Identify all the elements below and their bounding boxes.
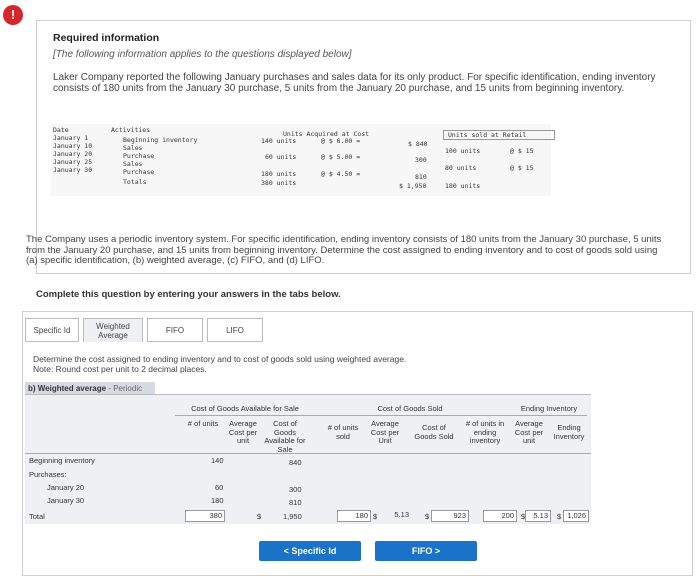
header-avg-cost: Average Cost per unit bbox=[228, 419, 258, 445]
col-sold: Units sold at Retail bbox=[443, 130, 555, 140]
header-units-ending: # of units in ending inventory bbox=[465, 419, 505, 445]
row-total: 810 bbox=[415, 173, 427, 181]
dollar-sign: $ bbox=[373, 512, 378, 521]
units-sold-input[interactable]: 180 bbox=[337, 510, 371, 522]
row-units: 180 units bbox=[261, 170, 297, 178]
row-total: 300 bbox=[415, 156, 427, 164]
row-activity: Purchase bbox=[123, 152, 155, 160]
header-avg-cost-sold: Average Cost per Unit bbox=[370, 419, 400, 445]
section-label-suffix: - Periodic bbox=[106, 384, 143, 393]
tab-specific-id[interactable]: Specific Id bbox=[25, 318, 79, 342]
total-units-input[interactable]: 380 bbox=[185, 510, 225, 522]
avg-cost-end-input[interactable]: 5.13 bbox=[525, 510, 551, 522]
row-label-total: Total bbox=[29, 512, 45, 521]
row-units: 60 units bbox=[265, 153, 297, 161]
row-cost: @ $ 4.50 = bbox=[321, 170, 361, 178]
row-sold-price: @ $ 15 bbox=[510, 147, 534, 155]
next-button[interactable]: FIFO > bbox=[375, 541, 477, 561]
row-label-purchases: Purchases: bbox=[29, 470, 67, 479]
prev-button[interactable]: < Specific Id bbox=[259, 541, 361, 561]
purchase-sales-data-table bbox=[51, 124, 551, 196]
answer-tabs-panel bbox=[22, 311, 693, 576]
problem-question: The Company uses a periodic inventory system. For specific identification, ending inventory consists of 180 units from the January 30 purchase, 5 units from the January 20 purchase, and 15 units from beginning inventory. Determine the cost assigned to ending inventory and to cost of goods sold using (a) specific identification, (b) weighted average, (c) FIFO, and (d) LIFO. bbox=[26, 234, 662, 266]
header-ending-inv: Ending Inventory bbox=[553, 423, 585, 441]
row-units: 140 units bbox=[261, 137, 297, 145]
row-activity: Purchase bbox=[123, 168, 155, 176]
row-label-jan30: January 30 bbox=[47, 496, 85, 505]
cogs-input[interactable]: 923 bbox=[431, 510, 469, 522]
jan30-units: 180 bbox=[211, 496, 224, 505]
row-total: $ 1,950 bbox=[399, 182, 427, 190]
header-cost-sold: Cost of Goods Sold bbox=[414, 423, 454, 441]
row-activity: Beginning inventory bbox=[123, 136, 198, 144]
row-total: $ 840 bbox=[408, 140, 428, 148]
col-activities: Activities bbox=[111, 126, 151, 134]
jan20-units: 60 bbox=[215, 483, 224, 492]
row-sold-units: 180 units bbox=[445, 182, 481, 190]
tab-fifo[interactable]: FIFO bbox=[147, 318, 203, 342]
row-date: January 10 bbox=[53, 142, 93, 150]
tab-lifo[interactable]: LIFO bbox=[207, 318, 263, 342]
row-date: January 30 bbox=[53, 166, 93, 174]
header-cogs-available: Cost of Goods Available for Sale bbox=[191, 404, 299, 413]
row-activity: Totals bbox=[123, 178, 147, 186]
row-label-beginning: Beginning inventory bbox=[29, 456, 95, 465]
row-activity: Sales bbox=[123, 160, 143, 168]
section-label-prefix: b) Weighted average bbox=[28, 384, 107, 393]
row-cost: @ $ 6.00 = bbox=[321, 137, 361, 145]
header-units: # of units bbox=[187, 419, 219, 428]
row-label-jan20: January 20 bbox=[47, 483, 85, 492]
total-cost: 1,950 bbox=[283, 512, 302, 521]
row-sold-units: 80 units bbox=[445, 164, 477, 172]
rounding-note: Note: Round cost per unit to 2 decimal places. bbox=[33, 364, 207, 374]
beginning-units: 140 bbox=[211, 456, 224, 465]
instructions bbox=[33, 354, 406, 374]
row-cost: @ $ 5.00 = bbox=[321, 153, 361, 161]
row-date: January 20 bbox=[53, 150, 93, 158]
jan20-cost: 300 bbox=[289, 485, 302, 494]
dollar-sign: $ bbox=[557, 512, 562, 521]
beginning-cost: 840 bbox=[289, 458, 302, 467]
problem-paragraph: Laker Company reported the following January purchases and sales data for its only product. For specific identification, ending inventory consists of 180 units from the January 30 purchase, 5 units from the January 20 purchase, and 15 units from beginning inventory. bbox=[53, 72, 656, 94]
row-date: January 25 bbox=[53, 158, 93, 166]
row-activity: Sales bbox=[123, 144, 143, 152]
avg-cost-sold-input[interactable]: 5.13 bbox=[394, 510, 409, 519]
dollar-sign: $ bbox=[425, 512, 430, 521]
row-date: January 1 bbox=[53, 134, 89, 142]
instruction-line: Determine the cost assigned to ending inventory and to cost of goods sold using weighted average. bbox=[33, 354, 407, 364]
row-units: 380 units bbox=[261, 179, 297, 187]
header-avg-cost-end: Average Cost per unit bbox=[514, 419, 544, 445]
dollar-sign: $ bbox=[257, 512, 262, 521]
required-information-title: Required information bbox=[53, 32, 160, 44]
dollar-sign: $ bbox=[521, 512, 526, 521]
col-acquired: Units Acquired at Cost bbox=[283, 130, 370, 138]
header-cost-available: Cost of Goods Available for Sale bbox=[264, 419, 306, 454]
col-date: Date bbox=[53, 126, 69, 134]
header-units-sold: # of units sold bbox=[327, 423, 359, 441]
ending-inventory-input[interactable]: 1,026 bbox=[563, 510, 589, 522]
row-sold-price: @ $ 15 bbox=[510, 164, 534, 172]
alert-icon: ! bbox=[3, 5, 23, 25]
required-information-subtitle: [The following information applies to the questions displayed below] bbox=[53, 49, 352, 60]
row-sold-units: 100 units bbox=[445, 147, 481, 155]
tab-weighted-average[interactable]: Weighted Average bbox=[83, 318, 143, 342]
header-ending-inventory: Ending Inventory bbox=[520, 404, 578, 413]
header-cogs-sold: Cost of Goods Sold bbox=[377, 404, 443, 413]
units-ending-input[interactable]: 200 bbox=[483, 510, 517, 522]
weighted-average-table bbox=[25, 394, 591, 524]
jan30-cost: 810 bbox=[289, 498, 302, 507]
complete-instruction: Complete this question by entering your answers in the tabs below. bbox=[36, 289, 341, 300]
